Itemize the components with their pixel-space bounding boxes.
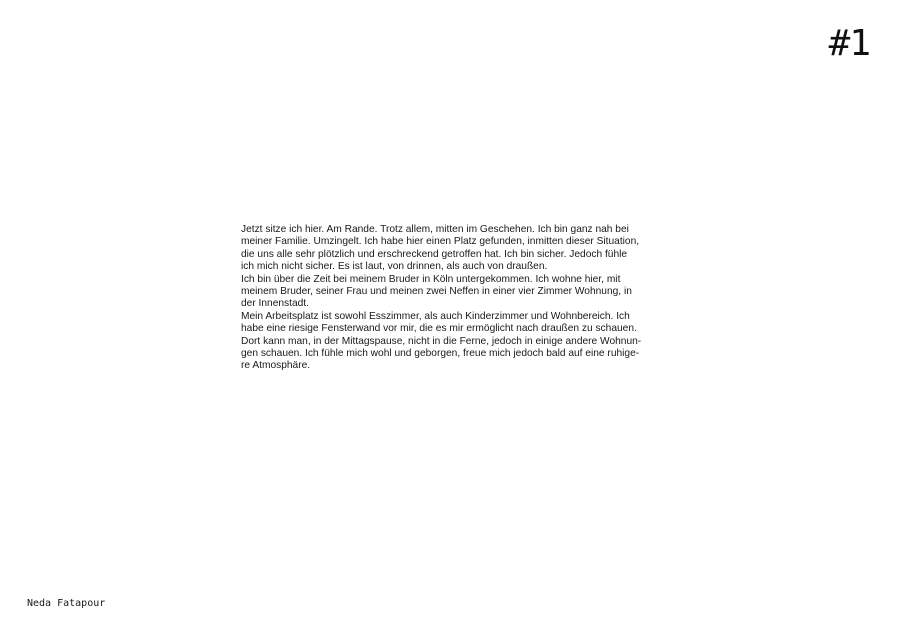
text-line: meiner Familie. Umzingelt. Ich habe hier einen Platz gefunden, inmitten dieser Situation, bbox=[241, 236, 640, 248]
text-line: re Atmosphäre. bbox=[241, 360, 311, 372]
text-line: der Innenstadt. bbox=[241, 298, 309, 310]
text-line: Ich bin über die Zeit bei meinem Bruder in Köln untergekommen. Ich wohne hier, mit bbox=[241, 273, 621, 285]
text-line: habe eine riesige Fensterwand vor mir, die es mir ermöglicht nach draußen zu schauen. bbox=[241, 323, 637, 335]
text-line: Mein Arbeitsplatz ist sowohl Esszimmer, als auch Kinderzimmer und Wohnbereich. Ich bbox=[241, 310, 630, 322]
text-line: Jetzt sitze ich hier. Am Rande. Trotz allem, mitten im Geschehen. Ich bin ganz nah bei bbox=[241, 224, 629, 235]
text-line: ich mich nicht sicher. Es ist laut, von drinnen, als auch von draußen. bbox=[241, 261, 548, 273]
text-line: Dort kann man, in der Mittagspause, nicht in die Ferne, jedoch in einige andere Wohnun- bbox=[241, 335, 642, 347]
page-number: #1 bbox=[828, 23, 870, 64]
body-text bbox=[241, 224, 671, 373]
text-line: gen schauen. Ich fühle mich wohl und geborgen, freue mich jedoch bald auf eine ruhige- bbox=[241, 348, 640, 360]
author-name: Neda Fatapour bbox=[27, 598, 106, 609]
text-line: die uns alle sehr plötzlich und erschreckend getroffen hat. Ich bin sicher. Jedoch fühle bbox=[241, 248, 628, 260]
text-line: meinem Bruder, seiner Frau und meinen zwei Neffen in einer vier Zimmer Wohnung, in bbox=[241, 286, 632, 298]
